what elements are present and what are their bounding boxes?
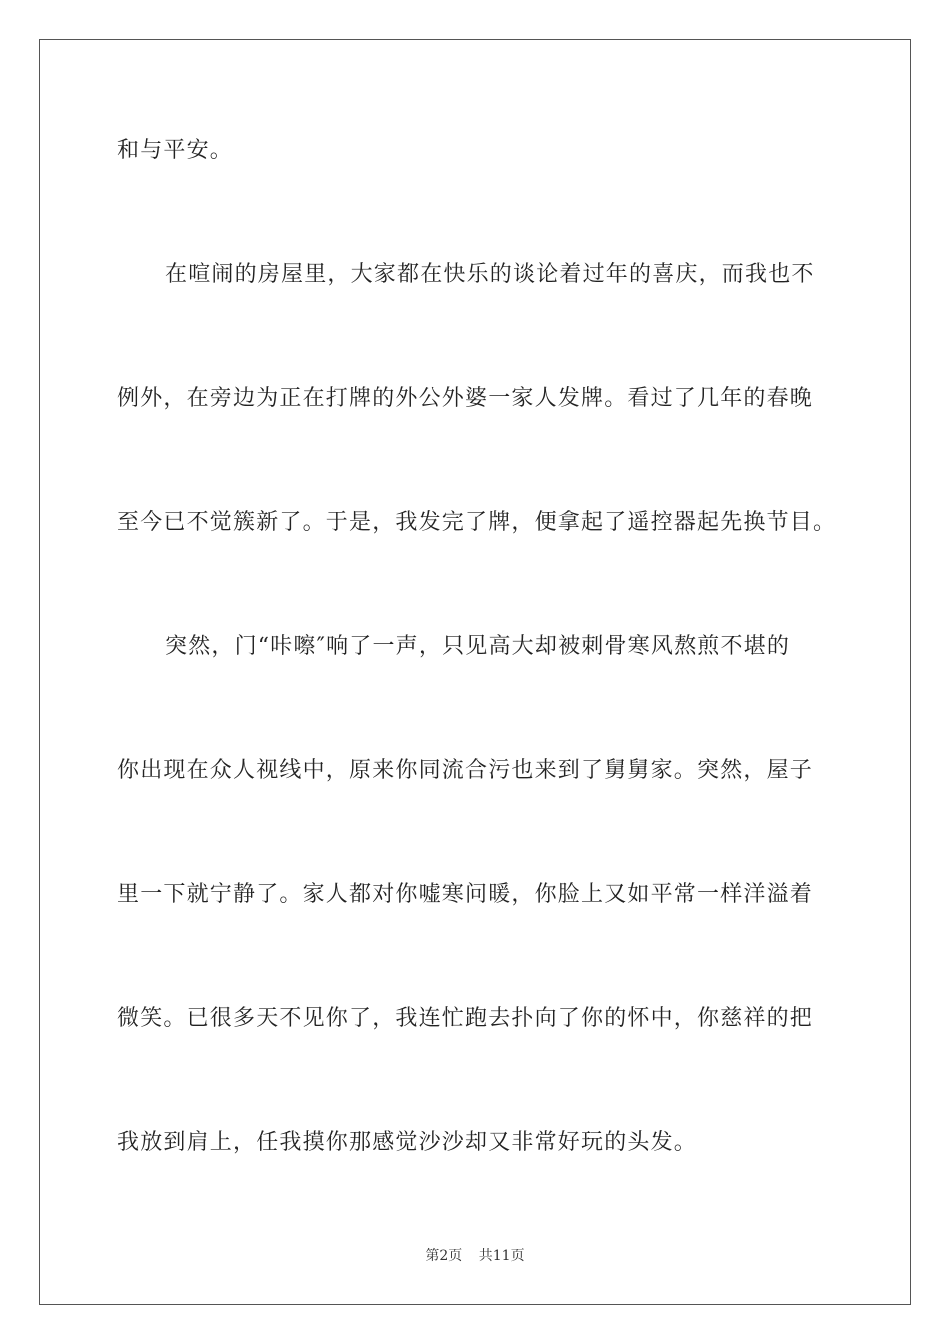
page-total: 共11页	[478, 1248, 525, 1264]
paragraph-start-line: 在喧闹的房屋里，大家都在快乐的谈论着过年的喜庆，而我也不	[165, 262, 815, 287]
page-footer	[0, 1246, 950, 1266]
paragraph-start-line: 突然，门“咔嚓″响了一声，只见高大却被刺骨寒风熬煎不堪的	[165, 634, 791, 659]
text-line: 至今已不觉簇新了。于是，我发完了牌，便拿起了遥控器起先换节目。	[117, 510, 837, 535]
text-line: 和与平安。	[117, 138, 234, 163]
text-line: 你出现在众人视线中，原来你同流合污也来到了舅舅家。突然，屋子	[117, 758, 814, 783]
text-line: 例外，在旁边为正在打牌的外公外婆一家人发牌。看过了几年的春晚	[117, 386, 814, 411]
page-frame	[39, 39, 911, 1305]
text-line: 里一下就宁静了。家人都对你嘘寒问暖，你脸上又如平常一样洋溢着	[117, 882, 814, 907]
text-line: 我放到肩上，任我摸你那感觉沙沙却又非常好玩的头发。	[117, 1130, 698, 1155]
text-line: 微笑。已很多天不见你了，我连忙跑去扑向了你的怀中，你慈祥的把	[117, 1006, 814, 1031]
page-number: 第2页	[425, 1248, 463, 1264]
